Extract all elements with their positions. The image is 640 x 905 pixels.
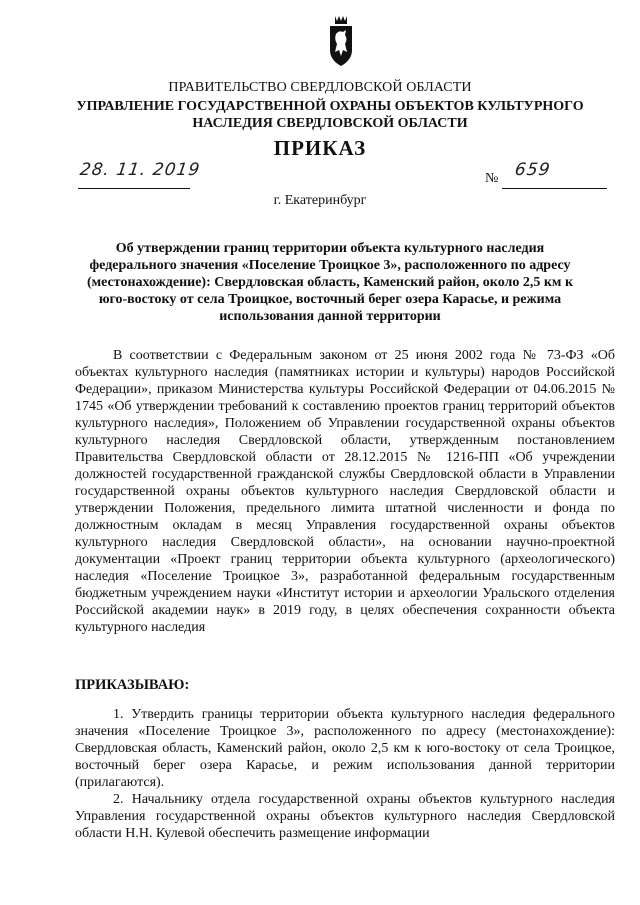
order-date: 28. 11. 2019 <box>78 160 202 180</box>
government-name: ПРАВИТЕЛЬСТВО СВЕРДЛОВСКОЙ ОБЛАСТИ <box>168 80 472 95</box>
order-item-2: 2. Начальнику отдела государственной охраны объектов культурного наследия Управления государственной охраны объектов культурного наследия Свердловской области Н.Н. Кулевой обеспечить размещение информации <box>75 792 615 841</box>
order-item-1: 1. Утвердить границы территории объекта культурного наследия федерального значения «Поселение Троицкое 3», расположенного по адресу (местонахождение): Свердловская область, Каменский район, около 2,5 км к юго-востоку от села Троицкое, восточный берег озера Карасье, и режим использования данной территории (прилагаются). <box>75 707 615 790</box>
order-subject: Об утверждении границ территории объекта культурного наследия федерального значения «Поселение Троицкое 3», расположенного по адресу (местонахождение): Свердловская область, Каменский район, около 2,5 км к юго-востоку от села Троицкое, восточный берег озера Карасье, и режима использования данной территории <box>86 241 574 324</box>
preamble-paragraph: В соответствии с Федеральным законом от 25 июня 2002 года № 73-ФЗ «Об объектах культурного наследия (памятниках истории и культуры) народов Российской Федерации», приказом Министерства культуры Российской Федерации от 04.06.2015 № 1745 «Об утверждении требований к составлению проектов границ территорий объектов культурного наследия», Положением об Управлении государственной охраны объектов культурного наследия Свердловской области, утвержденным постановлением Правительства Свердловской области от 28.12.2015 № 1216-ПП «Об учреждении должностей государственной гражданской службы Свердловской области в Управлении государственной охраны объектов культурного наследия Свердловской области и утверждении Положения, предельного лимита штатной численности и фонда по должностным окладам в месяц Управления государственной охраны объектов культурного наследия Свердловской области», на основании научно-проектной документации «Проект границ территории объекта культурного (археологического) наследия «Поселение Троицкое 3», разработанной федеральным государственным бюджетным учреждением науки «Институт истории и археологии Уральского отделения Российской академии наук» в 2019 году, в целях обеспечения сохранности объекта культурного наследия <box>75 348 615 635</box>
document-type-title: ПРИКАЗ <box>273 136 367 160</box>
department-name: УПРАВЛЕНИЕ ГОСУДАРСТВЕННОЙ ОХРАНЫ ОБЪЕКТОВ КУЛЬТУРНОГО НАСЛЕДИЯ СВЕРДЛОВСКОЙ ОБЛАСТИ <box>76 99 584 131</box>
number-sign: № <box>485 171 499 186</box>
order-number: 659 <box>513 160 552 180</box>
city-name: г. Екатеринбург <box>273 193 367 208</box>
decree-heading: ПРИКАЗЫВАЮ: <box>75 677 190 693</box>
sverdlovsk-coat-of-arms-icon <box>327 14 355 68</box>
